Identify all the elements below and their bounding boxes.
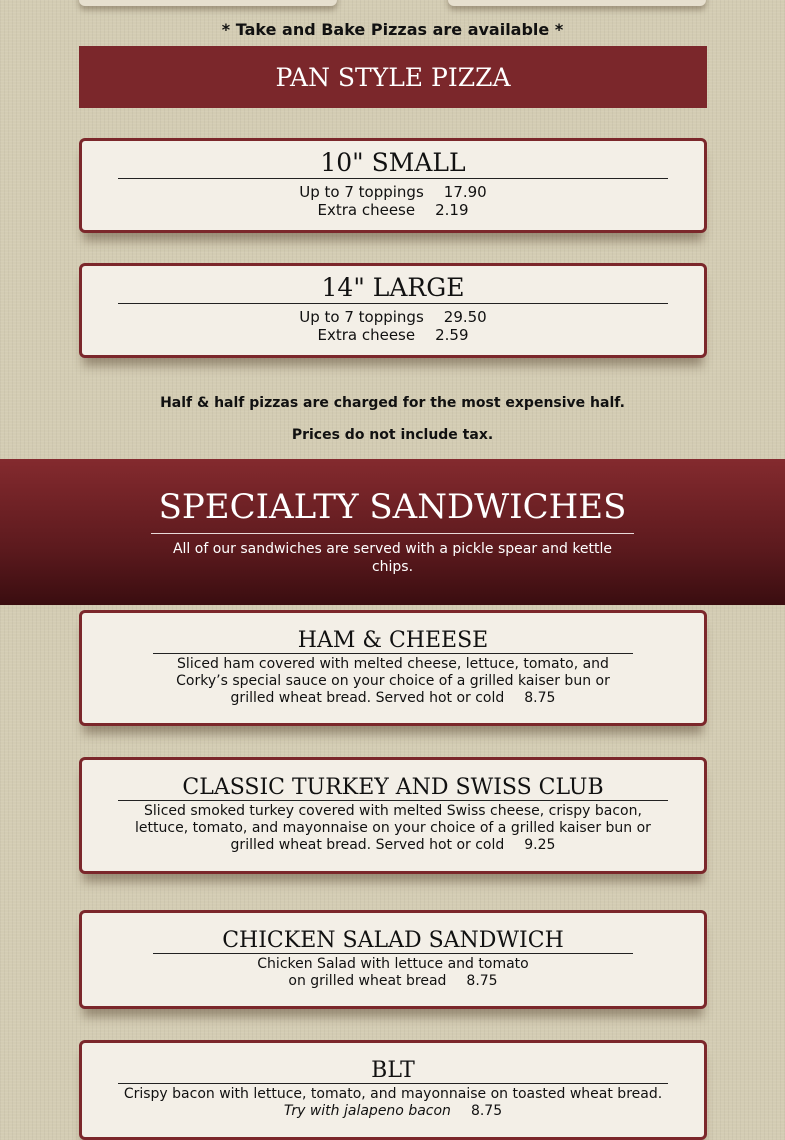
price-row xyxy=(82,183,704,201)
pizza-size-title: 10" SMALL xyxy=(118,148,668,179)
sandwich-description-line: Chicken Salad with lettuce and tomato xyxy=(257,956,529,972)
price-row xyxy=(82,201,704,219)
sandwich-card-ham-cheese xyxy=(79,610,707,726)
sandwich-title: BLT xyxy=(118,1058,668,1084)
price-row-label: Up to 7 toppings xyxy=(299,183,424,201)
sandwich-description xyxy=(118,803,668,854)
price-row-value: 2.19 xyxy=(435,201,469,219)
price-row-value: 17.90 xyxy=(443,183,487,201)
price-row xyxy=(82,326,704,344)
sandwich-price: 8.75 xyxy=(466,973,498,989)
sandwich-section-title: SPECIALTY SANDWICHES xyxy=(151,487,634,534)
price-row-label: Extra cheese xyxy=(317,326,416,344)
pizza-size-card-large xyxy=(79,263,707,358)
sandwich-description xyxy=(153,656,633,707)
previous-card-bottom-right xyxy=(448,0,706,6)
half-and-half-note: Half & half pizzas are charged for the most expensive half. xyxy=(160,395,625,411)
pizza-section-title: PAN STYLE PIZZA xyxy=(275,62,511,92)
sandwich-price: 9.25 xyxy=(524,837,556,853)
sandwich-description xyxy=(118,1086,668,1120)
price-row xyxy=(82,308,704,326)
price-row-label: Up to 7 toppings xyxy=(299,308,424,326)
pizza-section-banner xyxy=(79,46,707,108)
take-and-bake-notice: * Take and Bake Pizzas are available * xyxy=(221,20,564,39)
price-row-value: 29.50 xyxy=(443,308,487,326)
price-row-label: Extra cheese xyxy=(317,201,416,219)
tax-note: Prices do not include tax. xyxy=(291,427,494,443)
sandwich-price: 8.75 xyxy=(470,1103,503,1119)
previous-card-bottom-left xyxy=(79,0,337,6)
pizza-size-title: 14" LARGE xyxy=(118,273,668,304)
price-row-value: 2.59 xyxy=(435,326,469,344)
sandwich-card-turkey-club xyxy=(79,757,707,874)
sandwich-card-chicken-salad xyxy=(79,910,707,1009)
sandwich-title: CHICKEN SALAD SANDWICH xyxy=(153,928,633,954)
sandwich-card-blt xyxy=(79,1040,707,1140)
sandwich-title: HAM & CHEESE xyxy=(153,628,633,654)
sandwich-price: 8.75 xyxy=(524,690,556,706)
pizza-size-prices xyxy=(82,308,704,344)
sandwich-description-line xyxy=(153,973,633,990)
sandwich-description-text: on grilled wheat bread xyxy=(288,973,447,989)
pizza-size-card-small xyxy=(79,138,707,233)
sandwich-section-subtitle: All of our sandwiches are served with a pickle spear and kettle chips. xyxy=(172,541,613,575)
sandwich-section-header xyxy=(0,459,785,605)
sandwich-title: CLASSIC TURKEY AND SWISS CLUB xyxy=(118,775,668,801)
sandwich-description-text: Sliced smoked turkey covered with melted Swiss cheese, crispy bacon, lettuce, tomato, and mayonnaise on your choice of a grilled kaiser bun or grilled wheat bread. Served hot or cold xyxy=(135,803,651,853)
sandwich-description xyxy=(153,956,633,990)
sandwich-description-text: Sliced ham covered with melted cheese, lettuce, tomato, and Corky’s special sauce on your choice of a grilled kaiser bun or grilled wheat bread. Served hot or cold xyxy=(176,656,610,706)
sandwich-option: Try with jalapeno bacon xyxy=(283,1103,451,1119)
pizza-size-prices xyxy=(82,183,704,219)
sandwich-description-text: Crispy bacon with lettuce, tomato, and mayonnaise on toasted wheat bread. xyxy=(123,1086,663,1102)
